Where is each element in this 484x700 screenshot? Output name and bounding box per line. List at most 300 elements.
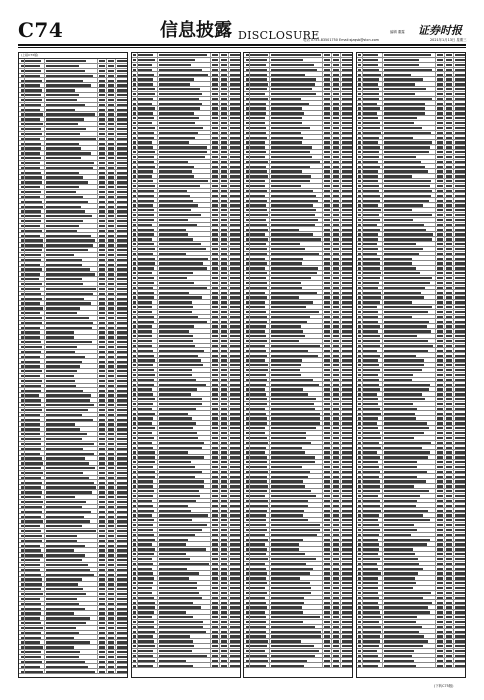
table-cell — [25, 443, 41, 445]
table-cell — [117, 312, 127, 314]
table-cell — [333, 156, 339, 158]
table-cell — [21, 322, 24, 324]
table-cell — [138, 175, 153, 177]
table-cell — [333, 572, 339, 574]
table-cell — [246, 137, 249, 139]
table-cell — [108, 477, 114, 479]
table-cell — [384, 248, 423, 250]
table-cell — [46, 457, 85, 459]
table-cell — [99, 583, 105, 585]
table-cell — [363, 185, 379, 187]
table-cell — [25, 138, 40, 140]
table-cell — [25, 225, 40, 227]
table-cell — [437, 219, 443, 221]
table-cell — [46, 598, 77, 600]
table-cell — [246, 112, 249, 114]
table-cell — [363, 442, 379, 444]
table-cell — [117, 419, 127, 421]
table-cell — [108, 462, 114, 464]
table-cell — [333, 238, 339, 240]
table-cell — [108, 220, 114, 222]
table-cell — [108, 545, 114, 547]
table-cell — [221, 602, 227, 604]
table-cell — [246, 621, 249, 623]
table-cell — [437, 83, 443, 85]
table-cell — [333, 519, 339, 521]
table-cell — [99, 598, 105, 600]
table-cell — [117, 268, 127, 270]
table-cell — [446, 78, 452, 80]
table-cell — [108, 254, 114, 256]
table-cell — [446, 510, 452, 512]
table-cell — [342, 417, 352, 419]
table-cell — [133, 398, 136, 400]
table-cell — [212, 505, 218, 507]
table-cell — [221, 229, 227, 231]
table-cell — [138, 248, 156, 250]
table-cell — [324, 393, 330, 395]
table-cell — [108, 525, 114, 527]
table-cell — [117, 147, 127, 149]
table-cell — [455, 650, 465, 652]
table-cell — [324, 190, 330, 192]
table-cell — [159, 330, 190, 332]
table-cell — [384, 107, 425, 109]
table-cell — [230, 432, 240, 434]
table-cell — [437, 524, 443, 526]
table-cell — [25, 167, 40, 169]
table-cell — [384, 200, 429, 202]
table-cell — [230, 190, 240, 192]
table-cell — [99, 230, 105, 232]
table-cell — [250, 369, 267, 371]
table-cell — [159, 88, 200, 90]
table-cell — [437, 185, 443, 187]
table-cell — [358, 631, 361, 633]
table-cell — [46, 438, 82, 440]
table-cell — [437, 631, 443, 633]
table-cell — [271, 103, 308, 105]
table-cell — [133, 510, 136, 512]
table-cell — [437, 296, 443, 298]
table-cell — [342, 69, 352, 71]
table-cell — [358, 166, 361, 168]
table-cell — [221, 514, 227, 516]
table-cell — [437, 422, 443, 424]
table-cell — [358, 379, 361, 381]
table-cell — [363, 645, 379, 647]
table-column — [243, 52, 353, 678]
table-cell — [21, 283, 24, 285]
table-cell — [333, 592, 339, 594]
table-cell — [437, 340, 443, 342]
table-cell — [99, 545, 105, 547]
table-cell — [333, 224, 339, 226]
table-cell — [108, 302, 114, 304]
table-cell — [250, 54, 267, 56]
table-cell — [46, 433, 87, 435]
table-cell — [117, 472, 127, 474]
table-cell — [133, 529, 136, 531]
table-cell — [221, 393, 227, 395]
table-cell — [246, 54, 249, 56]
table-cell — [358, 442, 361, 444]
table-cell — [99, 191, 105, 193]
table-cell — [138, 59, 155, 61]
table-cell — [99, 206, 105, 208]
table-cell — [25, 438, 41, 440]
table-cell — [271, 417, 320, 419]
table-cell — [455, 606, 465, 608]
table-cell — [221, 490, 227, 492]
table-cell — [271, 316, 310, 318]
table-cell — [358, 572, 361, 574]
table-cell — [25, 656, 41, 658]
table-cell — [108, 569, 114, 571]
table-cell — [384, 88, 426, 90]
table-cell — [363, 258, 380, 260]
table-cell — [342, 640, 352, 642]
table-cell — [138, 510, 154, 512]
table-cell — [384, 403, 413, 405]
table-cell — [446, 350, 452, 352]
table-cell — [99, 60, 105, 62]
table-cell — [446, 151, 452, 153]
table-cell — [99, 104, 105, 106]
table-cell — [133, 480, 136, 482]
table-cell — [117, 501, 127, 503]
table-cell — [342, 379, 352, 381]
table-cell — [133, 325, 136, 327]
table-cell — [108, 65, 114, 67]
table-cell — [342, 563, 352, 565]
table-cell — [324, 631, 330, 633]
table-cell — [384, 306, 433, 308]
table-cell — [108, 191, 114, 193]
table-cell — [363, 219, 380, 221]
table-cell — [446, 621, 452, 623]
table-cell — [159, 296, 202, 298]
table-cell — [133, 272, 136, 274]
table-cell — [46, 317, 89, 319]
table-cell — [117, 298, 127, 300]
table-cell — [212, 214, 218, 216]
table-cell — [363, 524, 379, 526]
table-cell — [99, 70, 105, 72]
table-cell — [342, 103, 352, 105]
table-cell — [455, 141, 465, 143]
table-cell — [384, 635, 424, 637]
table-cell — [46, 491, 92, 493]
table-cell — [212, 229, 218, 231]
table-cell — [138, 219, 154, 221]
table-cell — [117, 370, 127, 372]
table-cell — [446, 461, 452, 463]
table-cell — [342, 229, 352, 231]
table-cell — [212, 117, 218, 119]
table-cell — [358, 195, 361, 197]
table-cell — [246, 422, 249, 424]
table-cell — [108, 143, 114, 145]
table-cell — [159, 485, 204, 487]
table-cell — [324, 514, 330, 516]
table-cell — [46, 210, 85, 212]
table-cell — [46, 569, 90, 571]
table-cell — [455, 112, 465, 114]
table-cell — [21, 351, 24, 353]
table-cell — [446, 587, 452, 589]
table-cell — [25, 385, 41, 387]
table-cell — [25, 414, 40, 416]
table-cell — [358, 88, 361, 90]
table-cell — [117, 288, 127, 290]
table-cell — [133, 437, 136, 439]
table-cell — [271, 224, 314, 226]
table-cell — [324, 59, 330, 61]
table-cell — [363, 350, 378, 352]
table-cell — [117, 152, 127, 154]
table-cell — [446, 117, 452, 119]
table-cell — [133, 112, 136, 114]
table-cell — [138, 146, 154, 148]
table-cell — [133, 243, 136, 245]
table-cell — [21, 467, 24, 469]
table-cell — [221, 466, 227, 468]
table-cell — [446, 83, 452, 85]
table-cell — [246, 413, 249, 415]
table-cell — [437, 364, 443, 366]
table-cell — [46, 84, 91, 86]
table-cell — [212, 170, 218, 172]
table-cell — [358, 74, 361, 76]
continued-note: (下转C75版) — [434, 684, 454, 688]
table-cell — [117, 331, 127, 333]
table-cell — [108, 312, 114, 314]
table-cell — [212, 267, 218, 269]
table-cell — [46, 230, 77, 232]
table-cell — [446, 282, 452, 284]
table-cell — [212, 137, 218, 139]
table-cell — [446, 69, 452, 71]
table-cell — [384, 243, 417, 245]
table-cell — [159, 243, 202, 245]
table-cell — [99, 496, 105, 498]
table-cell — [117, 283, 127, 285]
table-cell — [250, 330, 265, 332]
table-cell — [324, 112, 330, 114]
table-cell — [221, 253, 227, 255]
table-cell — [46, 65, 79, 67]
table-cell — [46, 617, 90, 619]
table-cell — [250, 161, 267, 163]
table-cell — [446, 534, 452, 536]
table-cell — [159, 350, 205, 352]
table-cell — [358, 350, 361, 352]
table-cell — [271, 655, 315, 657]
table-cell — [138, 233, 155, 235]
table-cell — [324, 650, 330, 652]
table-cell — [446, 195, 452, 197]
table-cell — [221, 272, 227, 274]
table-cell — [159, 229, 187, 231]
table-cell — [342, 635, 352, 637]
table-cell — [363, 592, 378, 594]
table-cell — [246, 548, 249, 550]
table-cell — [271, 151, 310, 153]
table-cell — [108, 574, 114, 576]
table-cell — [25, 94, 41, 96]
table-cell — [117, 511, 127, 513]
table-cell — [363, 640, 380, 642]
table-cell — [271, 442, 311, 444]
table-cell — [384, 93, 416, 95]
table-cell — [358, 500, 361, 502]
table-cell — [133, 427, 136, 429]
table-cell — [21, 60, 24, 62]
table-cell — [363, 422, 377, 424]
table-cell — [324, 258, 330, 260]
table-cell — [455, 645, 465, 647]
table-cell — [358, 248, 361, 250]
table-cell — [133, 447, 136, 449]
table-cell — [212, 190, 218, 192]
table-cell — [138, 78, 153, 80]
table-cell — [333, 112, 339, 114]
table-cell — [250, 611, 265, 613]
table-cell — [46, 419, 93, 421]
table-cell — [117, 467, 127, 469]
table-cell — [230, 282, 240, 284]
table-cell — [271, 461, 315, 463]
table-cell — [455, 471, 465, 473]
table-cell — [221, 180, 227, 182]
table-cell — [99, 399, 105, 401]
table-cell — [212, 296, 218, 298]
table-cell — [133, 451, 136, 453]
table-cell — [159, 626, 204, 628]
table-cell — [437, 170, 443, 172]
table-cell — [221, 461, 227, 463]
table-cell — [342, 480, 352, 482]
table-cell — [212, 606, 218, 608]
table-cell — [21, 627, 24, 629]
table-cell — [246, 359, 249, 361]
masthead-rule-thin — [18, 47, 466, 48]
table-cell — [138, 112, 154, 114]
table-cell — [21, 593, 24, 595]
table-cell — [246, 214, 249, 216]
table-cell — [138, 447, 154, 449]
table-cell — [108, 75, 114, 77]
table-cell — [21, 268, 24, 270]
table-cell — [271, 306, 306, 308]
table-cell — [133, 156, 136, 158]
table-cell — [384, 350, 428, 352]
table-cell — [230, 214, 240, 216]
table-cell — [358, 558, 361, 560]
table-cell — [108, 370, 114, 372]
table-cell — [138, 93, 155, 95]
table-cell — [250, 272, 267, 274]
table-cell — [108, 423, 114, 425]
table-cell — [138, 660, 156, 662]
table-cell — [342, 490, 352, 492]
table-cell — [333, 510, 339, 512]
table-cell — [25, 206, 43, 208]
table-cell — [324, 301, 330, 303]
table-cell — [324, 262, 330, 264]
table-cell — [446, 137, 452, 139]
table-cell — [159, 592, 199, 594]
table-cell — [250, 204, 266, 206]
table-cell — [455, 403, 465, 405]
table-cell — [384, 471, 428, 473]
table-cell — [25, 327, 40, 329]
table-cell — [363, 233, 378, 235]
table-cell — [138, 476, 156, 478]
table-cell — [230, 83, 240, 85]
table-cell — [324, 127, 330, 129]
table-cell — [230, 103, 240, 105]
table-cell — [384, 262, 413, 264]
table-cell — [117, 249, 127, 251]
table-cell — [25, 84, 40, 86]
table-cell — [221, 500, 227, 502]
table-cell — [117, 428, 127, 430]
table-cell — [159, 660, 187, 662]
table-cell — [117, 385, 127, 387]
table-cell — [250, 117, 265, 119]
table-cell — [250, 388, 265, 390]
table-cell — [363, 398, 378, 400]
table-cell — [230, 422, 240, 424]
table-cell — [138, 296, 155, 298]
table-cell — [437, 248, 443, 250]
table-cell — [384, 335, 417, 337]
table-cell — [230, 640, 240, 642]
table-cell — [342, 359, 352, 361]
table-cell — [212, 345, 218, 347]
table-cell — [108, 646, 114, 648]
table-cell — [358, 156, 361, 158]
table-cell — [384, 529, 417, 531]
table-cell — [212, 456, 218, 458]
table-cell — [246, 229, 249, 231]
table-cell — [358, 524, 361, 526]
table-cell — [230, 616, 240, 618]
table-cell — [384, 476, 417, 478]
table-cell — [230, 180, 240, 182]
table-cell — [271, 141, 302, 143]
table-cell — [117, 60, 127, 62]
table-cell — [246, 480, 249, 482]
table-cell — [384, 301, 412, 303]
table-cell — [159, 137, 195, 139]
table-cell — [455, 98, 465, 100]
table-cell — [46, 259, 82, 261]
table-cell — [212, 577, 218, 579]
table-cell — [25, 598, 40, 600]
table-cell — [25, 288, 40, 290]
table-cell — [250, 505, 267, 507]
table-cell — [342, 495, 352, 497]
table-cell — [271, 311, 319, 313]
table-cell — [358, 117, 361, 119]
table-cell — [21, 99, 24, 101]
table-cell — [99, 554, 105, 556]
table-cell — [230, 151, 240, 153]
table-cell — [384, 364, 424, 366]
